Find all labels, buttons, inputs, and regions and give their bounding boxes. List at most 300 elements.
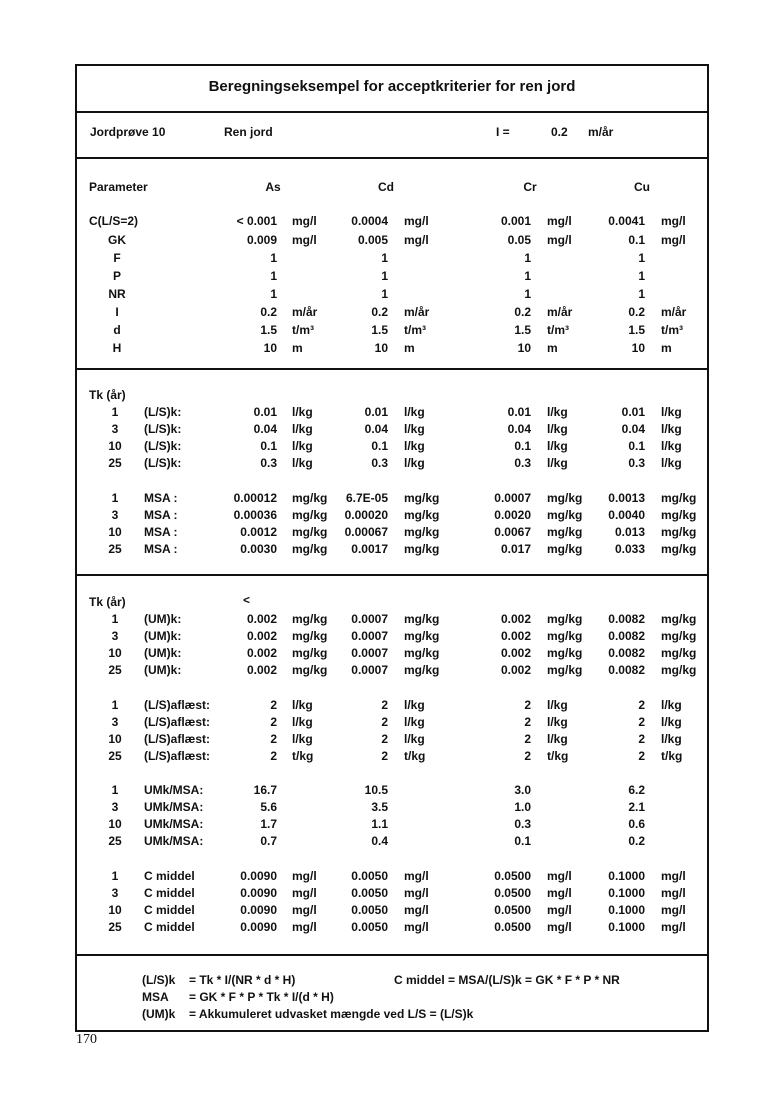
aflaest-unit: l/kg [292, 698, 313, 712]
param-unit: t/m³ [292, 323, 314, 337]
cmid-value: 0.0090 [240, 920, 277, 934]
ls-unit: l/kg [292, 439, 313, 453]
param-unit: m [292, 341, 303, 355]
param-value: 1 [270, 251, 277, 265]
param-value: 0.05 [507, 233, 531, 247]
msa-unit: mg/kg [292, 508, 328, 522]
param-unit: mg/l [292, 214, 317, 228]
msa-value: 0.0007 [494, 491, 531, 505]
formula-msa-rhs: = GK * F * P * Tk * I/(d * H) [189, 990, 334, 1004]
param-unit: m/år [661, 305, 687, 319]
cmid-unit: mg/l [292, 903, 317, 917]
param-value: 1.5 [514, 323, 531, 337]
param-value: 1 [270, 269, 277, 283]
param-value: 0.0041 [608, 214, 645, 228]
formula-ls-rhs: = Tk * I/(NR * d * H) [189, 973, 296, 987]
ls-unit: l/kg [661, 405, 682, 419]
msa-value: 0.0012 [240, 525, 277, 539]
cmid-unit: mg/l [661, 920, 686, 934]
ratio-value: 10.5 [364, 783, 388, 797]
msa-value: 0.00012 [233, 491, 277, 505]
msa-unit: mg/kg [404, 508, 440, 522]
msa-value: 0.0040 [608, 508, 645, 522]
tk-value: 3 [111, 715, 119, 729]
param-value: 1 [638, 251, 645, 265]
ratio-value: 1.0 [514, 800, 531, 814]
tk-value: 1 [111, 869, 119, 883]
param-value: 0.005 [357, 233, 388, 247]
cmid-unit: mg/l [547, 886, 572, 900]
tk-header: Tk (år) [89, 388, 126, 402]
um-value: 0.002 [246, 663, 277, 677]
um-row-label: (UM)k: [144, 663, 182, 677]
cmid-value: 0.0500 [494, 869, 531, 883]
ls-unit: l/kg [292, 405, 313, 419]
col-cd-header: Cd [378, 180, 394, 194]
msa-unit: mg/kg [292, 491, 328, 505]
aflaest-row-label: (L/S)aflæst: [144, 749, 210, 763]
param-value: 10 [517, 341, 531, 355]
cmid-value: 0.0500 [494, 903, 531, 917]
um-value: 0.0007 [351, 646, 388, 660]
tk-value: 3 [111, 800, 119, 814]
formula-ls-lhs: (L/S)k [142, 973, 176, 987]
cmid-value: 0.0090 [240, 903, 277, 917]
col-cr-header: Cr [523, 180, 537, 194]
ls-value: 0.01 [621, 405, 645, 419]
cmid-value: 0.0050 [351, 920, 388, 934]
tk-value: 3 [111, 422, 119, 436]
ratio-row-label: UMk/MSA: [144, 783, 204, 797]
aflaest-unit: l/kg [547, 732, 568, 746]
param-unit: t/m³ [547, 323, 569, 337]
msa-unit: mg/kg [547, 542, 583, 556]
msa-unit: mg/kg [547, 491, 583, 505]
ls-unit: l/kg [404, 439, 425, 453]
um-value: 0.002 [500, 612, 531, 626]
divider [75, 157, 709, 159]
ratio-value: 3.5 [371, 800, 388, 814]
ls-value: 0.04 [507, 422, 531, 436]
msa-value: 0.0017 [351, 542, 388, 556]
um-value: 0.002 [246, 612, 277, 626]
formula-um-lhs: (UM)k [142, 1007, 176, 1021]
um-unit: mg/kg [547, 663, 583, 677]
ls-value: 0.1 [514, 439, 531, 453]
param-unit: mg/l [292, 233, 317, 247]
param-value: 1 [381, 287, 388, 301]
ls-value: 0.3 [628, 456, 645, 470]
param-unit: mg/l [547, 214, 572, 228]
ls-value: 0.1 [628, 439, 645, 453]
msa-unit: mg/kg [661, 525, 697, 539]
msa-unit: mg/kg [547, 508, 583, 522]
um-unit: mg/kg [292, 663, 328, 677]
param-value: 0.0004 [351, 214, 388, 228]
tk-value: 25 [108, 542, 122, 556]
aflaest-unit: l/kg [661, 715, 682, 729]
sample-label: Jordprøve 10 [90, 125, 166, 139]
ls-value: 0.3 [514, 456, 531, 470]
um-value: 0.002 [246, 646, 277, 660]
param-value: 0.009 [246, 233, 277, 247]
msa-value: 0.00020 [344, 508, 388, 522]
tk-value: 1 [111, 698, 119, 712]
msa-unit: mg/kg [404, 491, 440, 505]
aflaest-value: 2 [638, 749, 645, 763]
ls-unit: l/kg [547, 439, 568, 453]
aflaest-unit: l/kg [547, 698, 568, 712]
param-label: GK [108, 233, 126, 247]
soil-type: Ren jord [224, 125, 273, 139]
cmid-unit: mg/l [292, 920, 317, 934]
formula-msa-lhs: MSA [142, 990, 169, 1004]
ls-unit: l/kg [547, 405, 568, 419]
param-unit: m/år [547, 305, 573, 319]
param-label: I [115, 305, 119, 319]
aflaest-value: 2 [638, 715, 645, 729]
um-unit: mg/kg [404, 646, 440, 660]
um-unit: mg/kg [547, 646, 583, 660]
param-value: 0.2 [371, 305, 388, 319]
param-value: 1 [381, 269, 388, 283]
aflaest-value: 2 [270, 732, 277, 746]
ratio-row-label: UMk/MSA: [144, 834, 204, 848]
aflaest-value: 2 [638, 698, 645, 712]
ls-row-label: (L/S)k: [144, 405, 182, 419]
param-unit: t/m³ [661, 323, 683, 337]
divider [75, 368, 709, 370]
cmid-unit: mg/l [404, 920, 429, 934]
um-unit: mg/kg [292, 646, 328, 660]
msa-row-label: MSA : [144, 491, 178, 505]
param-label: d [113, 323, 121, 337]
param-value: 1 [381, 251, 388, 265]
aflaest-row-label: (L/S)aflæst: [144, 732, 210, 746]
tk-value: 10 [108, 903, 122, 917]
aflaest-unit: l/kg [547, 715, 568, 729]
um-row-label: (UM)k: [144, 646, 182, 660]
param-value: 1 [524, 287, 531, 301]
msa-value: 0.0030 [240, 542, 277, 556]
ls-value: 0.04 [621, 422, 645, 436]
aflaest-unit: l/kg [404, 698, 425, 712]
formula-um-rhs: = Akkumuleret udvasket mængde ved L/S = (L/S)k [189, 1007, 474, 1021]
cmid-value: 0.0050 [351, 903, 388, 917]
param-value: 1 [524, 251, 531, 265]
tk-value: 1 [111, 783, 119, 797]
cmid-value: 0.1000 [608, 920, 645, 934]
param-value: 1 [638, 269, 645, 283]
ls-value: 0.01 [507, 405, 531, 419]
aflaest-unit: t/kg [292, 749, 314, 763]
aflaest-value: 2 [270, 715, 277, 729]
cmid-unit: mg/l [292, 886, 317, 900]
um-unit: mg/kg [661, 663, 697, 677]
msa-value: 0.0067 [494, 525, 531, 539]
cmid-value: 0.0050 [351, 886, 388, 900]
ratio-value: 5.6 [260, 800, 277, 814]
param-value: < 0.001 [236, 214, 277, 228]
param-unit: m/år [404, 305, 430, 319]
msa-unit: mg/kg [661, 508, 697, 522]
ls-unit: l/kg [661, 456, 682, 470]
tk-value: 3 [111, 886, 119, 900]
cmid-row-label: C middel [144, 869, 195, 883]
um-unit: mg/kg [547, 612, 583, 626]
msa-unit: mg/kg [661, 491, 697, 505]
aflaest-row-label: (L/S)aflæst: [144, 698, 210, 712]
aflaest-value: 2 [524, 732, 531, 746]
msa-unit: mg/kg [292, 525, 328, 539]
tk-value: 25 [108, 663, 122, 677]
ratio-value: 2.1 [628, 800, 645, 814]
ls-unit: l/kg [547, 422, 568, 436]
um-unit: mg/kg [404, 663, 440, 677]
divider [75, 574, 709, 576]
msa-unit: mg/kg [292, 542, 328, 556]
aflaest-row-label: (L/S)aflæst: [144, 715, 210, 729]
cmid-value: 0.0500 [494, 920, 531, 934]
cmid-unit: mg/l [547, 869, 572, 883]
param-value: 0.2 [628, 305, 645, 319]
param-value: 0.2 [260, 305, 277, 319]
param-unit: m [661, 341, 672, 355]
tk-value: 10 [108, 439, 122, 453]
ls-row-label: (L/S)k: [144, 422, 182, 436]
cmid-unit: mg/l [404, 903, 429, 917]
param-unit: t/m³ [404, 323, 426, 337]
ls-unit: l/kg [404, 456, 425, 470]
um-unit: mg/kg [292, 612, 328, 626]
msa-unit: mg/kg [547, 525, 583, 539]
msa-value: 0.017 [500, 542, 531, 556]
ls-value: 0.3 [260, 456, 277, 470]
msa-row-label: MSA : [144, 542, 178, 556]
msa-value: 0.013 [614, 525, 645, 539]
param-value: 10 [631, 341, 645, 355]
um-unit: mg/kg [292, 629, 328, 643]
cmid-unit: mg/l [661, 869, 686, 883]
ratio-value: 0.6 [628, 817, 645, 831]
param-value: 0.2 [514, 305, 531, 319]
param-value: 1.5 [260, 323, 277, 337]
param-value: 1 [524, 269, 531, 283]
aflaest-unit: l/kg [661, 698, 682, 712]
ratio-row-label: UMk/MSA: [144, 800, 204, 814]
msa-value: 0.00067 [344, 525, 388, 539]
divider [75, 111, 709, 113]
param-label: P [112, 269, 121, 283]
tk-value: 10 [108, 525, 122, 539]
cmid-value: 0.0090 [240, 886, 277, 900]
tk-value: 25 [108, 749, 122, 763]
cmid-unit: mg/l [404, 869, 429, 883]
ls-unit: l/kg [547, 456, 568, 470]
aflaest-value: 2 [381, 732, 388, 746]
cmid-value: 0.1000 [608, 903, 645, 917]
msa-row-label: MSA : [144, 508, 178, 522]
param-value: 10 [374, 341, 388, 355]
ls-unit: l/kg [292, 422, 313, 436]
ls-unit: l/kg [661, 422, 682, 436]
msa-unit: mg/kg [404, 525, 440, 539]
less-than-sign: < [243, 593, 251, 607]
ls-row-label: (L/S)k: [144, 439, 182, 453]
tk-value: 25 [108, 834, 122, 848]
param-unit: m/år [292, 305, 318, 319]
um-unit: mg/kg [547, 629, 583, 643]
msa-row-label: MSA : [144, 525, 178, 539]
ls-unit: l/kg [661, 439, 682, 453]
param-value: 0.001 [500, 214, 531, 228]
infiltration-value: 0.2 [551, 125, 568, 139]
ratio-value: 0.1 [514, 834, 531, 848]
param-label: F [113, 251, 121, 265]
cmid-row-label: C middel [144, 886, 195, 900]
ratio-value: 16.7 [253, 783, 277, 797]
tk-value: 3 [111, 508, 119, 522]
aflaest-unit: t/kg [547, 749, 569, 763]
aflaest-value: 2 [524, 749, 531, 763]
um-unit: mg/kg [661, 629, 697, 643]
param-unit: mg/l [547, 233, 572, 247]
aflaest-value: 2 [381, 698, 388, 712]
aflaest-unit: t/kg [404, 749, 426, 763]
aflaest-unit: t/kg [661, 749, 683, 763]
divider [75, 954, 709, 956]
cmid-value: 0.0090 [240, 869, 277, 883]
cmid-value: 0.1000 [608, 886, 645, 900]
um-row-label: (UM)k: [144, 612, 182, 626]
ls-row-label: (L/S)k: [144, 456, 182, 470]
cmid-unit: mg/l [661, 886, 686, 900]
aflaest-value: 2 [270, 749, 277, 763]
ratio-row-label: UMk/MSA: [144, 817, 204, 831]
ratio-value: 6.2 [628, 783, 645, 797]
cmid-unit: mg/l [547, 903, 572, 917]
msa-unit: mg/kg [404, 542, 440, 556]
um-value: 0.0007 [351, 612, 388, 626]
aflaest-unit: l/kg [292, 732, 313, 746]
tk-value: 3 [111, 629, 119, 643]
aflaest-value: 2 [638, 732, 645, 746]
ls-unit: l/kg [404, 405, 425, 419]
um-value: 0.002 [500, 646, 531, 660]
um-value: 0.002 [246, 629, 277, 643]
aflaest-value: 2 [524, 698, 531, 712]
param-value: 1 [638, 287, 645, 301]
cmid-unit: mg/l [292, 869, 317, 883]
aflaest-unit: l/kg [292, 715, 313, 729]
um-value: 0.0082 [608, 646, 645, 660]
param-value: 0.1 [628, 233, 645, 247]
um-unit: mg/kg [661, 646, 697, 660]
tk-value: 1 [111, 405, 119, 419]
col-as-header: As [265, 180, 281, 194]
um-value: 0.0082 [608, 612, 645, 626]
um-value: 0.002 [500, 629, 531, 643]
ratio-value: 1.7 [260, 817, 277, 831]
um-value: 0.0082 [608, 663, 645, 677]
param-value: 1 [270, 287, 277, 301]
msa-value: 0.0013 [608, 491, 645, 505]
param-unit: mg/l [404, 233, 429, 247]
cmid-row-label: C middel [144, 920, 195, 934]
cmid-unit: mg/l [547, 920, 572, 934]
cmid-row-label: C middel [144, 903, 195, 917]
param-value: 1.5 [371, 323, 388, 337]
tk-value: 10 [108, 732, 122, 746]
param-label: C(L/S=2) [89, 214, 139, 228]
aflaest-value: 2 [270, 698, 277, 712]
param-label: NR [108, 287, 126, 301]
tk-value: 10 [108, 817, 122, 831]
header-parameter: Parameter [89, 180, 148, 194]
tk-value: 25 [108, 920, 122, 934]
um-unit: mg/kg [404, 629, 440, 643]
ratio-value: 0.4 [371, 834, 388, 848]
tk-value: 25 [108, 456, 122, 470]
ls-value: 0.01 [253, 405, 277, 419]
msa-value: 0.00036 [233, 508, 277, 522]
aflaest-value: 2 [381, 749, 388, 763]
ratio-value: 3.0 [514, 783, 531, 797]
tk-header: Tk (år) [89, 595, 126, 609]
infiltration-unit: m/år [588, 125, 614, 139]
ls-value: 0.04 [253, 422, 277, 436]
col-cu-header: Cu [634, 180, 650, 194]
tk-value: 10 [108, 646, 122, 660]
ls-unit: l/kg [404, 422, 425, 436]
tk-value: 1 [111, 612, 119, 626]
aflaest-unit: l/kg [404, 732, 425, 746]
ratio-value: 1.1 [371, 817, 388, 831]
ls-value: 0.1 [371, 439, 388, 453]
ls-unit: l/kg [292, 456, 313, 470]
ratio-value: 0.7 [260, 834, 277, 848]
ls-value: 0.04 [364, 422, 388, 436]
param-label: H [112, 341, 122, 355]
um-value: 0.002 [500, 663, 531, 677]
param-value: 10 [263, 341, 277, 355]
formula-cmiddel: C middel = MSA/(L/S)k = GK * F * P * NR [394, 973, 620, 987]
aflaest-unit: l/kg [661, 732, 682, 746]
page-number: 170 [76, 1032, 97, 1047]
aflaest-value: 2 [381, 715, 388, 729]
msa-value: 0.0020 [494, 508, 531, 522]
msa-value: 6.7E-05 [345, 491, 388, 505]
param-unit: mg/l [404, 214, 429, 228]
um-value: 0.0007 [351, 663, 388, 677]
param-unit: m [547, 341, 558, 355]
tk-value: 1 [111, 491, 119, 505]
msa-value: 0.033 [614, 542, 645, 556]
ls-value: 0.01 [364, 405, 388, 419]
ls-value: 0.3 [371, 456, 388, 470]
infiltration-label: I = [496, 125, 510, 139]
um-unit: mg/kg [661, 612, 697, 626]
param-unit: mg/l [661, 233, 686, 247]
aflaest-value: 2 [524, 715, 531, 729]
cmid-unit: mg/l [661, 903, 686, 917]
ls-value: 0.1 [260, 439, 277, 453]
ratio-value: 0.3 [514, 817, 531, 831]
param-unit: m [404, 341, 415, 355]
um-value: 0.0082 [608, 629, 645, 643]
cmid-value: 0.0500 [494, 886, 531, 900]
ratio-value: 0.2 [628, 834, 645, 848]
